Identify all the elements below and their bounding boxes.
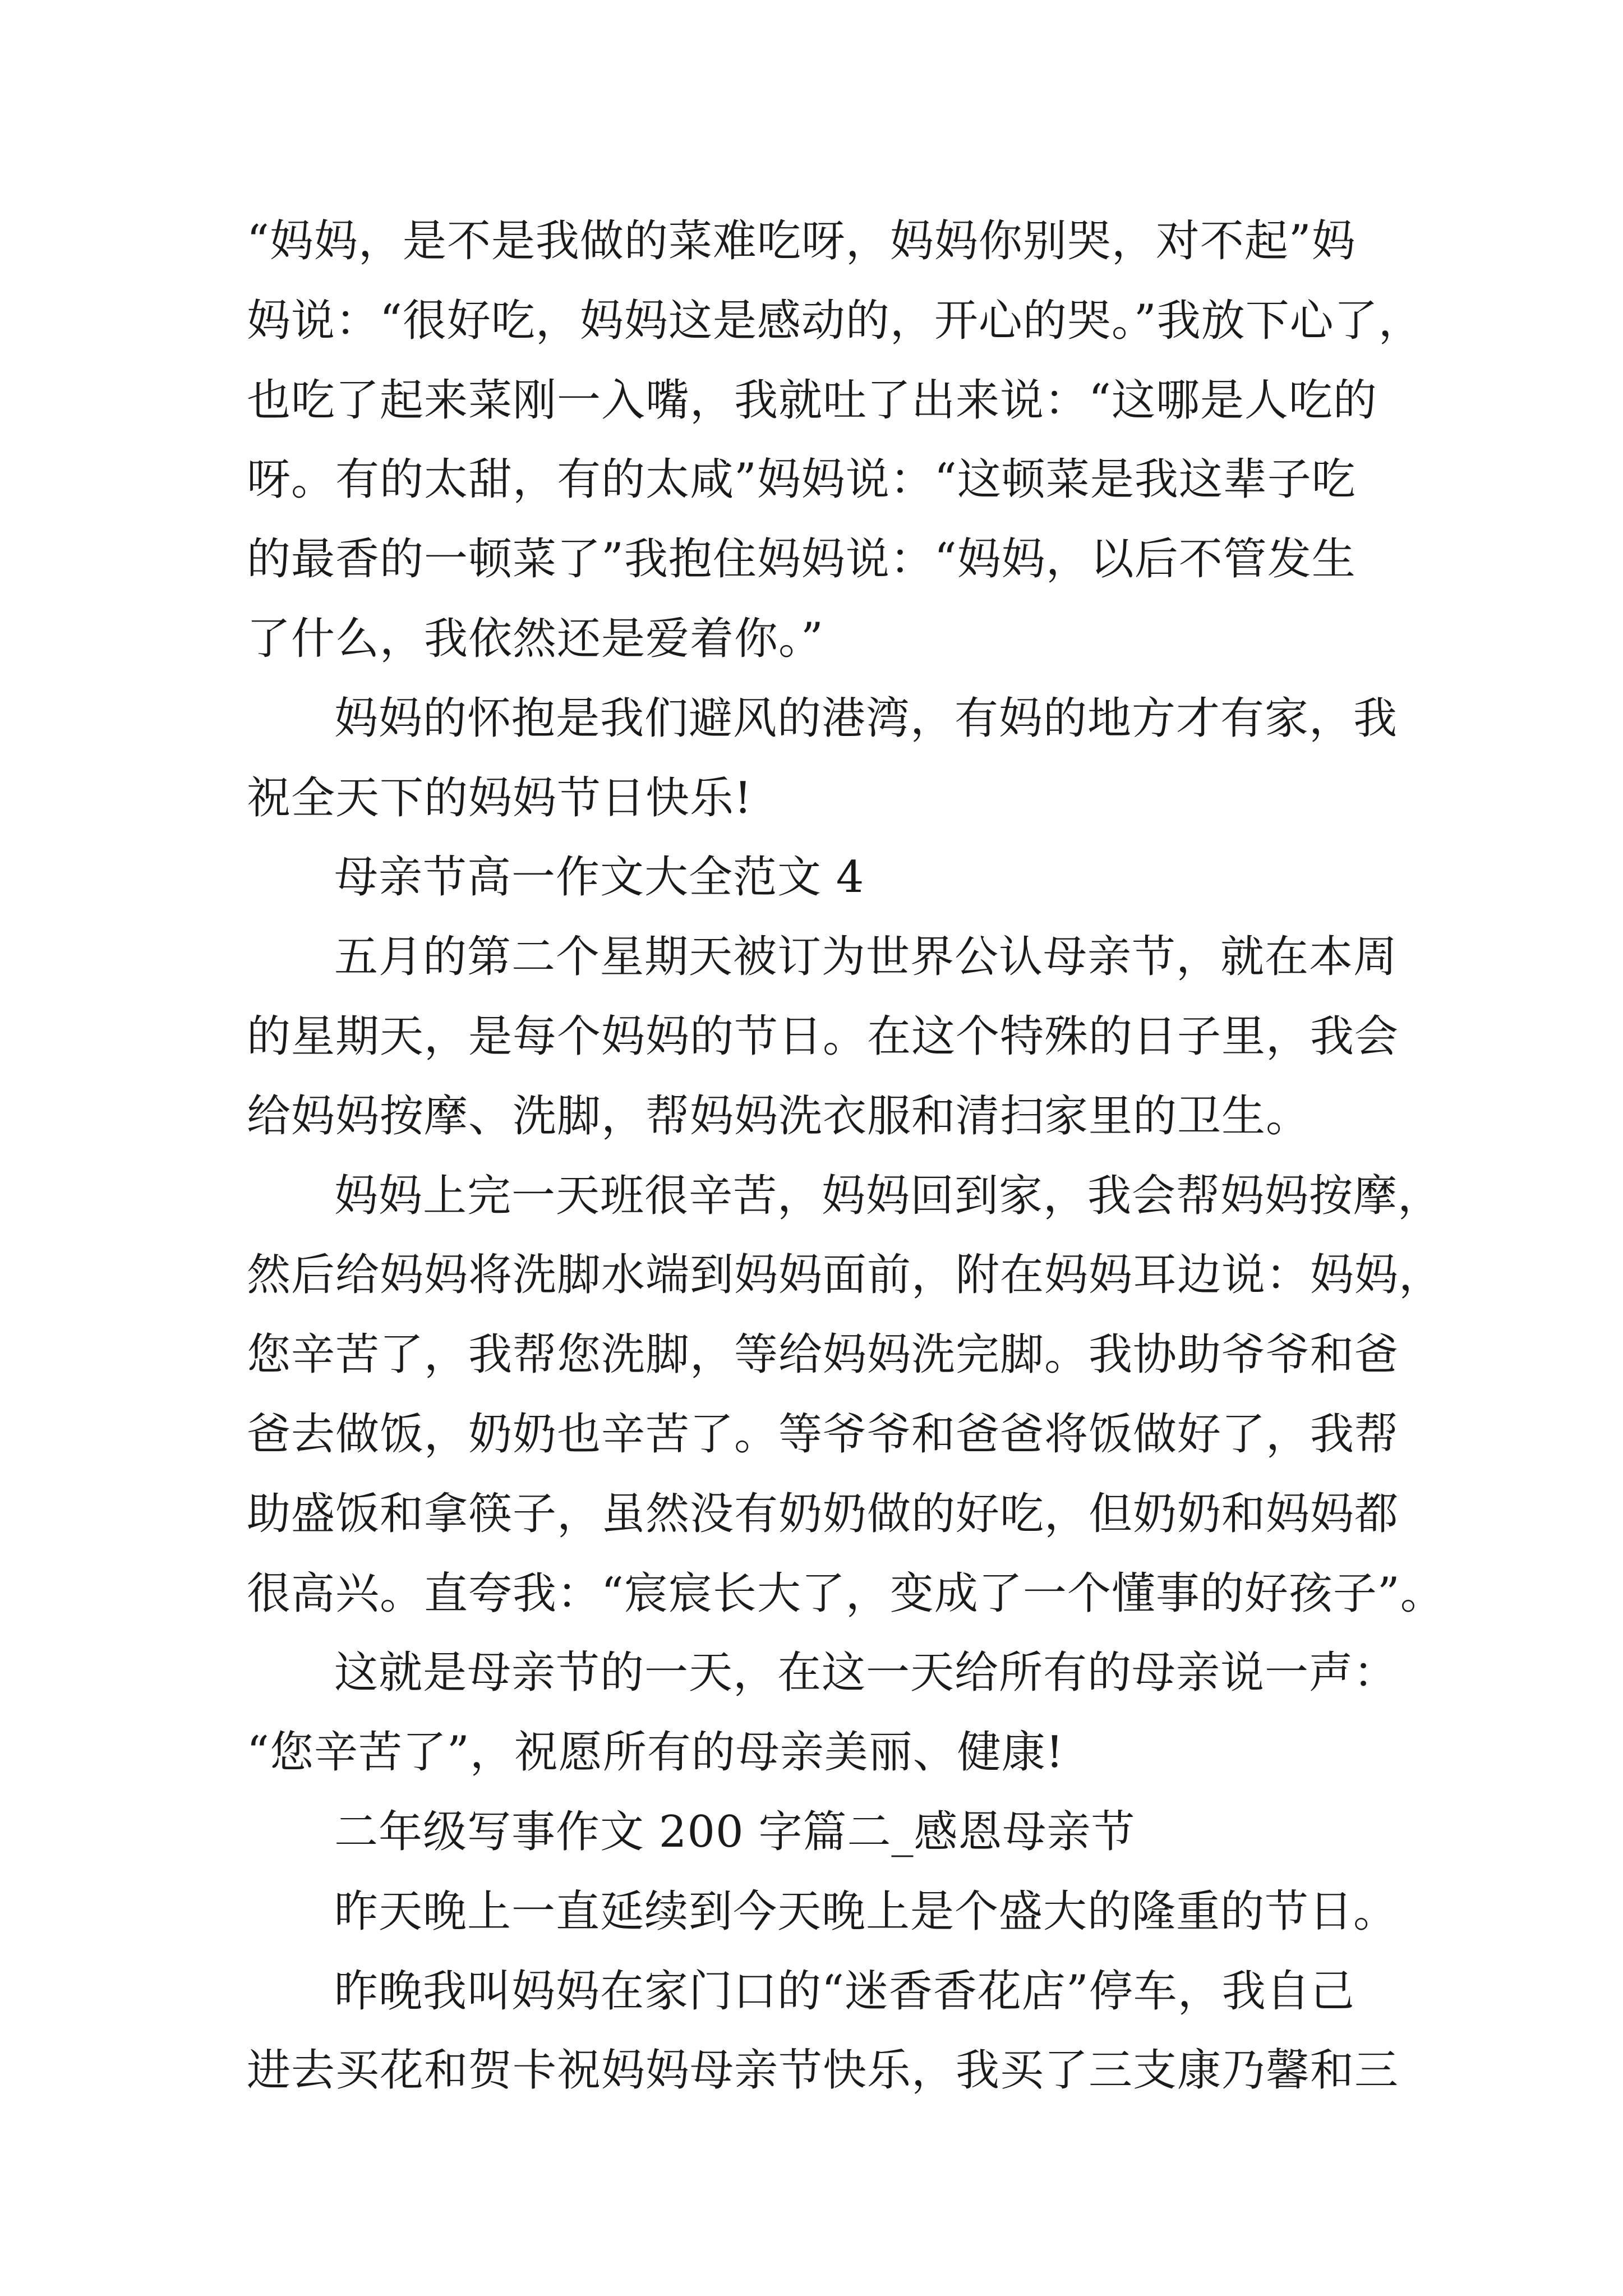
document-body xyxy=(247,202,1445,2111)
text-line: 助盛饭和拿筷子，虽然没有奶奶做的好吃，但奶奶和妈妈都 xyxy=(247,1488,1399,1539)
text-line: “您辛苦了”，祝愿所有的母亲美丽、健康! xyxy=(247,1727,1064,1778)
text-line: 的星期天，是每个妈妈的节日。在这个特殊的日子里，我会 xyxy=(247,1011,1399,1062)
text-line: 的最香的一顿菜了”我抱住妈妈说：“妈妈，以后不管发生 xyxy=(247,534,1356,585)
text-line: “妈妈，是不是我做的菜难吃呀，妈妈你别哭，对不起”妈 xyxy=(247,216,1356,266)
paragraph-first-line: 五月的第二个星期天被订为世界公认母亲节，就在本周 xyxy=(334,932,1398,983)
text-line: 很高兴。直夸我：“宸宸长大了，变成了一个懂事的好孩子”。 xyxy=(247,1568,1445,1619)
section-heading: 二年级写事作文 200 字篇二_感恩母亲节 xyxy=(334,1806,1136,1857)
paragraph-first-line: 妈妈的怀抱是我们避风的港湾，有妈的地方才有家，我 xyxy=(334,693,1398,744)
text-line: 爸去做饭，奶奶也辛苦了。等爷爷和爸爸将饭做好了，我帮 xyxy=(247,1409,1399,1460)
text-line: 呀。有的太甜，有的太咸”妈妈说：“这顿菜是我这辈子吃 xyxy=(247,454,1356,505)
paragraph-first-line: 昨晚我叫妈妈在家门口的“迷香香花店”停车，我自己 xyxy=(334,1966,1355,2017)
text-line: 祝全天下的妈妈节日快乐! xyxy=(247,772,753,823)
text-line: 妈说：“很好吃，妈妈这是感动的，开心的哭。”我放下心了， xyxy=(247,295,1423,346)
text-line: 了什么，我依然还是爱着你。” xyxy=(247,613,824,664)
paragraph-first-line: 昨天晚上一直延续到今天晚上是个盛大的隆重的节日。 xyxy=(334,1886,1398,1937)
paragraph-first-line: 妈妈上完一天班很辛苦，妈妈回到家，我会帮妈妈按摩， xyxy=(334,1170,1442,1221)
text-line: 您辛苦了，我帮您洗脚，等给妈妈洗完脚。我协助爷爷和爸 xyxy=(247,1329,1399,1381)
text-line: 给妈妈按摩、洗脚，帮妈妈洗衣服和清扫家里的卫生。 xyxy=(247,1091,1311,1142)
text-line: 然后给妈妈将洗脚水端到妈妈面前，附在妈妈耳边说：妈妈， xyxy=(247,1250,1444,1301)
paragraph-first-line: 这就是母亲节的一天，在这一天给所有的母亲说一声： xyxy=(334,1648,1398,1699)
text-line: 也吃了起来菜刚一入嘴，我就吐了出来说：“这哪是人吃的 xyxy=(247,375,1377,426)
section-heading: 母亲节高一作文大全范文 4 xyxy=(334,852,865,903)
text-line: 进去买花和贺卡祝妈妈母亲节快乐，我买了三支康乃馨和三 xyxy=(247,2045,1399,2096)
